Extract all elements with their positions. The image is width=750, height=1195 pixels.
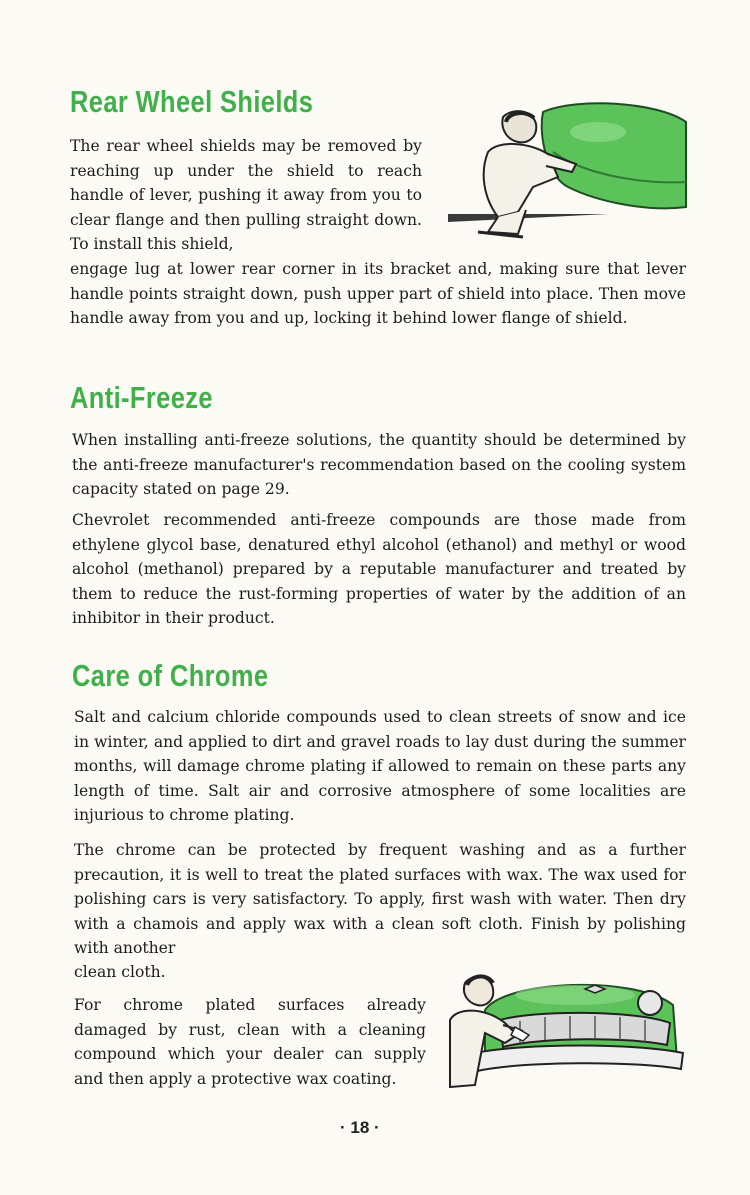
anti-freeze-paragraph-1: When installing anti-freeze solutions, the quantity should be determined by the anti-freeze manufacturer's recommendation based on the cooling system capacity stated on page 29. [72, 431, 686, 498]
chrome-paragraph-2-source [0, 0, 1, 1]
car-bumper [475, 1046, 683, 1072]
wheel-shield-text-part2: engage lug at lower rear corner in its bracket and, making sure that lever handle points straight down, push upper part of shield into place. Then move handle away from you and up, locking it behind lower flange of shield. [70, 260, 686, 327]
page-number: · 18 · [340, 1118, 380, 1137]
heading-rear-wheel-shields: Rear Wheel Shields [70, 84, 314, 119]
wheel-shield-text-part1: The rear wheel shields may be removed by reaching up under the shield to reach handle of lever, pushing it away from you to clear flange and then pulling straight down. To install this shield, [70, 137, 422, 253]
man-body [484, 144, 558, 217]
anti-freeze-paragraph-2: Chevrolet recommended anti-freeze compounds are those made from ethylene glycol base, denatured ethyl alcohol (ethanol) and methyl or wood alcohol (methanol) prepared by a reputable manufacturer and treated by them to reduce the rust-forming properties of water by the addition of an inhibitor in their product. [72, 511, 686, 627]
heading-care-of-chrome: Care of Chrome [72, 658, 269, 693]
wheel-shield-illustration [448, 92, 688, 252]
car-headlight [638, 991, 662, 1015]
fender-highlight [570, 122, 626, 142]
heading-anti-freeze: Anti-Freeze [70, 380, 213, 415]
car-hood-highlight [515, 985, 635, 1005]
chrome-paragraph-1: Salt and calcium chloride compounds used to clean streets of snow and ice in winter, and applied to dirt and gravel roads to lay dust during the summer months, will damage chrome plating if allowed to remain on these parts any length of time. Salt air and corrosive atmosphere of some localities are injurious to chrome plating. [74, 708, 686, 824]
chrome-paragraph-2-part2: clean cloth. [74, 963, 166, 981]
fender-shape [542, 103, 686, 208]
chrome-car-illustration [445, 965, 685, 1095]
chrome-paragraph-3: For chrome plated surfaces already damaged by rust, clean with a cleaning compound which your dealer can supply and then apply a protective wax coating. [74, 996, 426, 1088]
chrome-paragraph-2-part1: The chrome can be protected by frequent washing and as a further precaution, it is well to treat the plated surfaces with wax. The wax used for polishing cars is very satisfactory. To apply, first wash with water. Then dry with a chamois and apply wax with a clean soft cloth. Finish by polishing with another [74, 841, 686, 957]
